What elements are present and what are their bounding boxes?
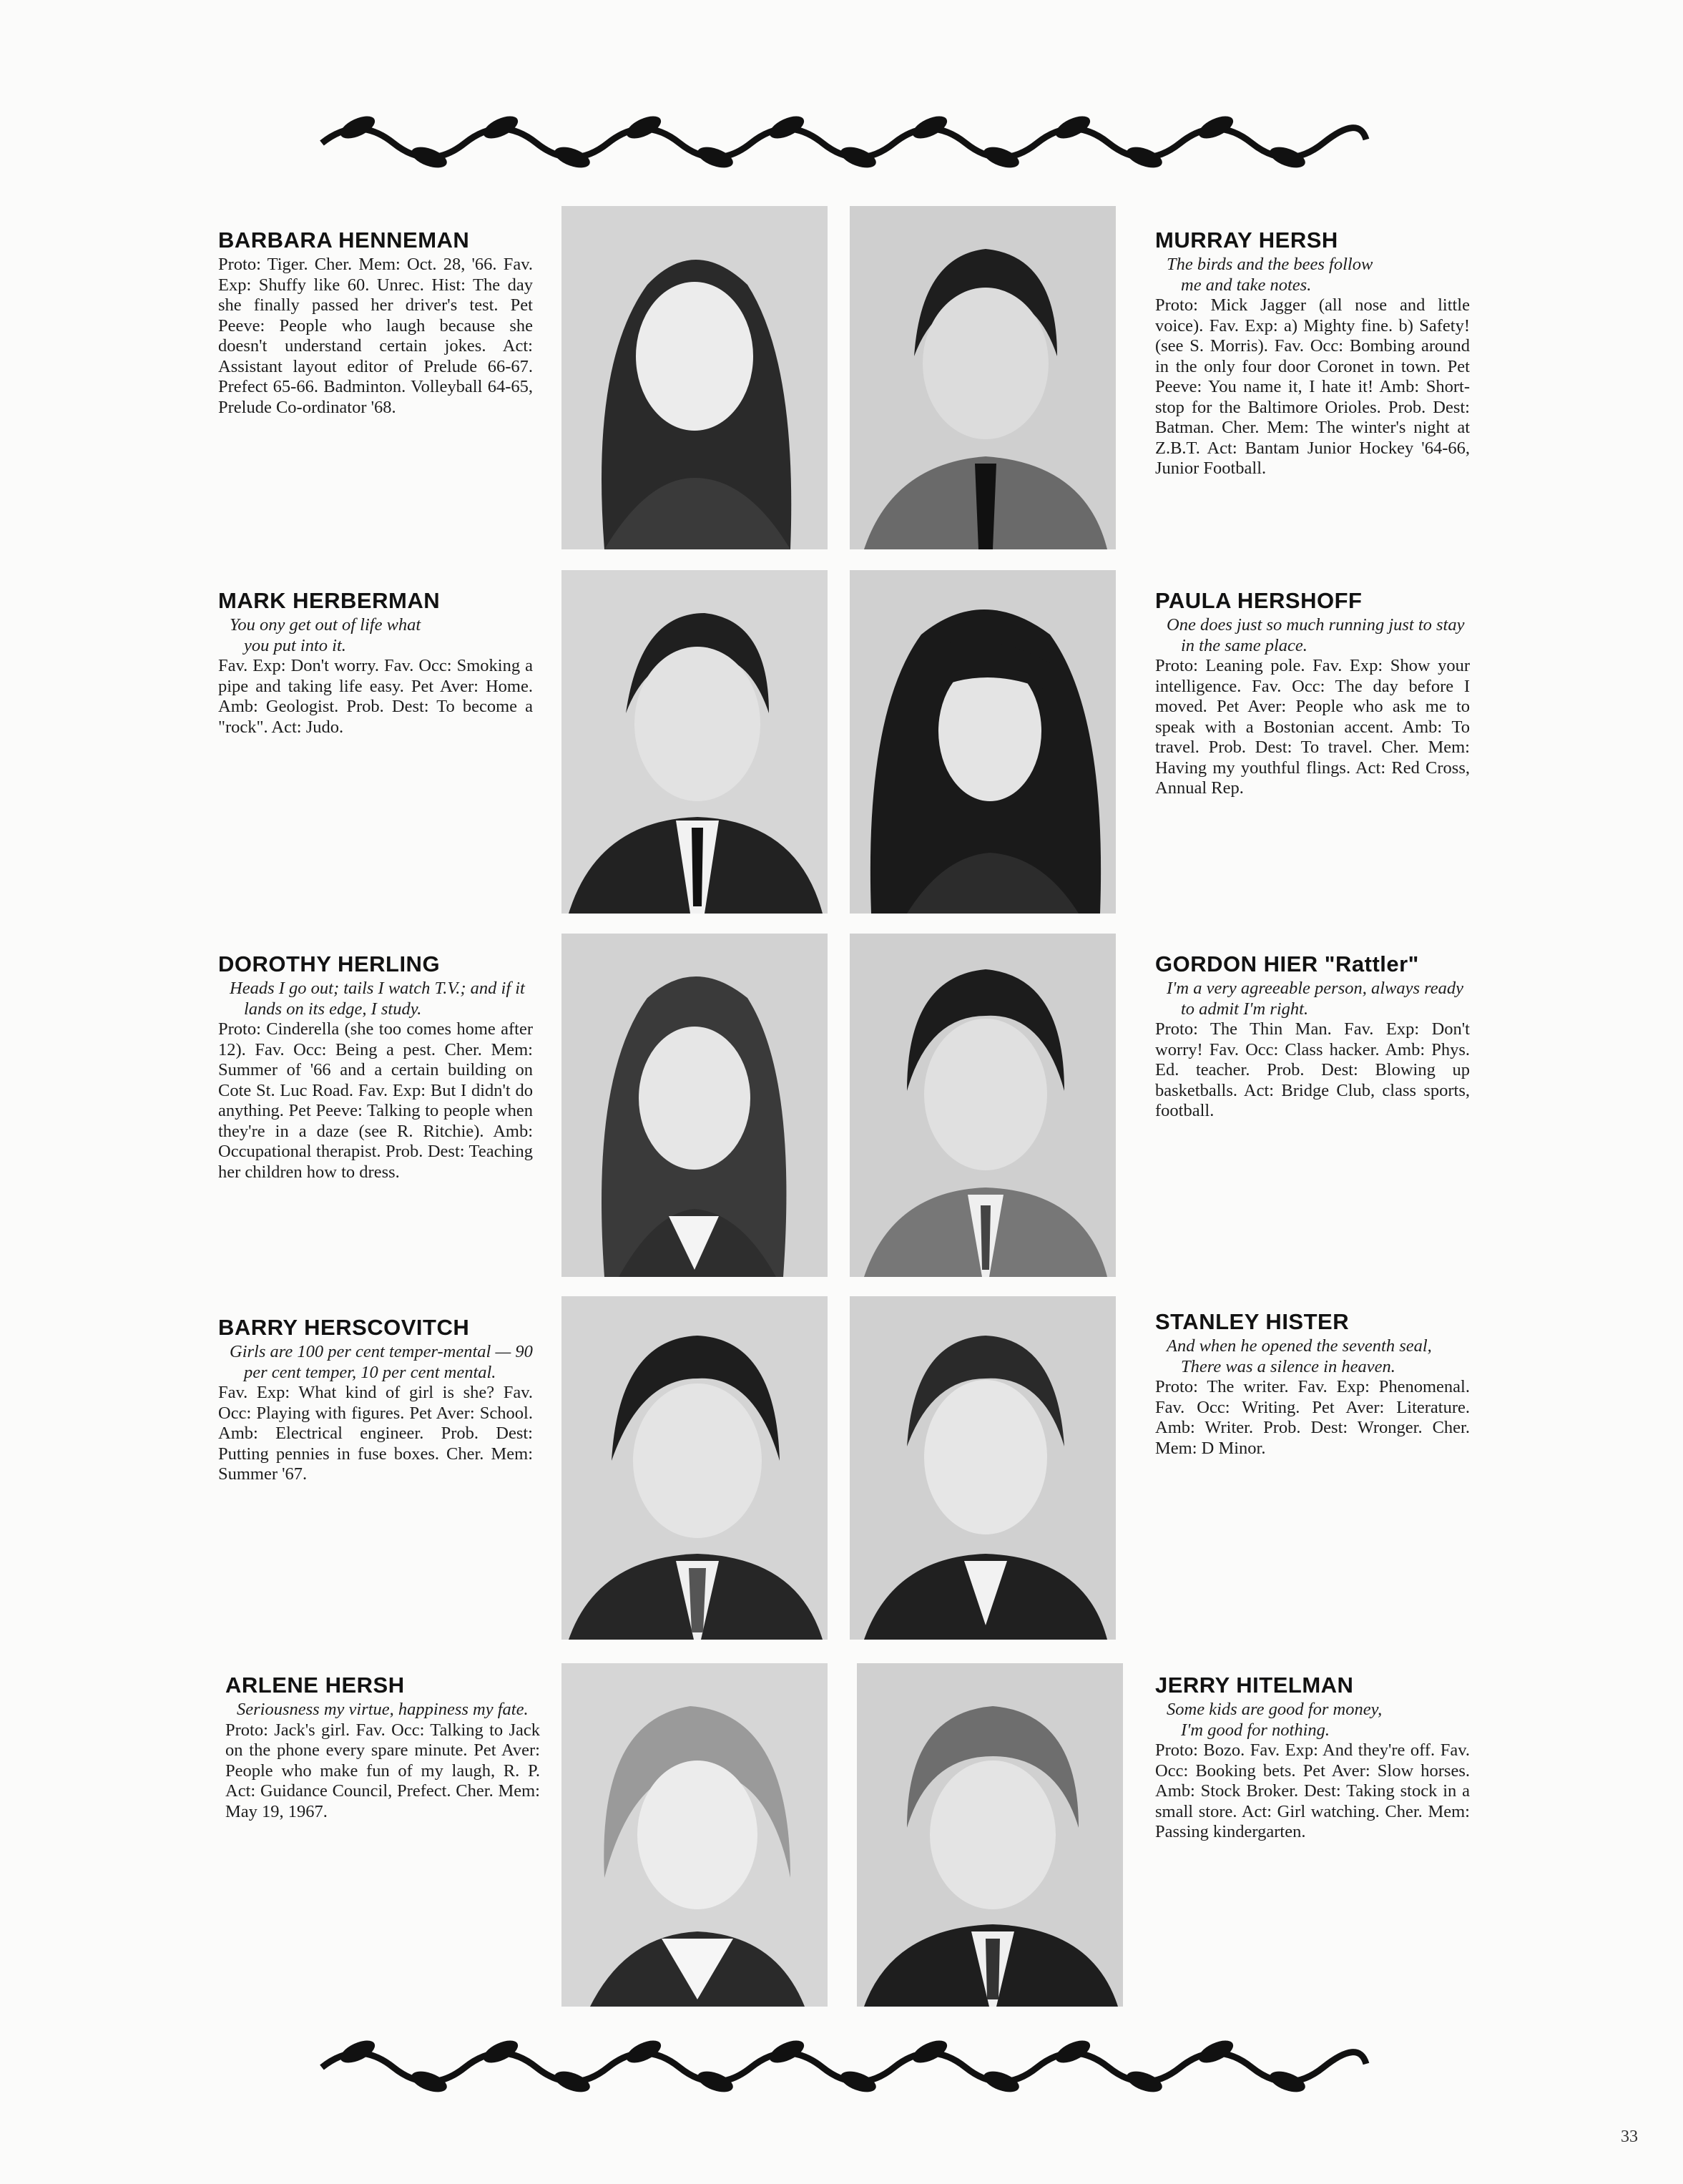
portrait-photo-paula-hershoff: [850, 570, 1116, 914]
portrait-photo-arlene-hersh: [561, 1663, 828, 2007]
portrait-photo-stanley-hister: [850, 1296, 1116, 1640]
vine-border-bottom: [315, 2024, 1373, 2103]
portrait-photo-mark-herberman: [561, 570, 828, 914]
student-name: MARK HERBERMAN: [218, 588, 441, 613]
student-name: GORDON HIER "Rattler": [1155, 951, 1419, 976]
portrait-photo-barbara-henneman: [561, 206, 828, 549]
student-name: BARBARA HENNEMAN: [218, 227, 470, 253]
student-name: STANLEY HISTER: [1155, 1309, 1350, 1334]
student-bio: Proto: Jack's girl. Fav. Occ: Talking to Jack on the phone every spare minute. Pet Aver: People who make fun of my laugh, R. P. Act: Guidance Council, Prefect. Cher. Mem: May 19, 1967.: [225, 1720, 540, 1821]
student-name: DOROTHY HERLING: [218, 951, 441, 976]
student-name: PAULA HERSHOFF: [1155, 588, 1363, 613]
student-quote: And when he opened the seventh seal, There was a silence in heaven.: [1167, 1336, 1432, 1376]
student-name: MURRAY HERSH: [1155, 227, 1338, 253]
entry-mark-herberman: [218, 588, 533, 738]
entry-paula-hershoff: [1155, 588, 1470, 799]
vine-border-top: [315, 100, 1373, 179]
portrait-photo-murray-hersh: [850, 206, 1116, 549]
student-bio: Proto: Tiger. Cher. Mem: Oct. 28, '66. Fav. Exp: Shuffy like 60. Unrec. Hist: The day she finally passed her driver's test. Pet Peeve: People who laugh because she doesn't understand certain jokes. Act: Assistant layout editor of Prelude 66-67. Prefect 65-66. Badminton. Volleyball 64-65, Prelude Co-ordinator '68.: [218, 255, 533, 417]
student-quote: Some kids are good for money, I'm good for nothing.: [1167, 1700, 1383, 1740]
student-quote: You ony get out of life what you put into it.: [230, 615, 421, 655]
student-bio: Fav. Exp: Don't worry. Fav. Occ: Smoking a pipe and taking life easy. Pet Aver: Home. Amb: Geologist. Prob. Dest: To become a "rock". Act: Judo.: [218, 656, 533, 737]
student-bio: Fav. Exp: What kind of girl is she? Fav. Occ: Playing with figures. Pet Aver: School. Amb: Electrical engineer. Prob. Dest: Putting pennies in fuse boxes. Cher. Mem: Summer '67.: [218, 1383, 533, 1484]
entry-barbara-henneman: [218, 227, 533, 418]
student-bio: Proto: The Thin Man. Fav. Exp: Don't worry! Fav. Occ: Class hacker. Amb: Phys. Ed. teacher. Prob. Dest: Blowing up basketballs. Act: Bridge Club, class sports, football.: [1155, 1019, 1470, 1120]
student-quote: Seriousness my virtue, happiness my fate.: [237, 1700, 529, 1719]
student-quote: The birds and the bees follow me and take notes.: [1167, 255, 1373, 295]
student-name: BARRY HERSCOVITCH: [218, 1315, 470, 1340]
portrait-photo-barry-herscovitch: [561, 1296, 828, 1640]
page-number: 33: [1621, 2127, 1638, 2146]
student-bio: Proto: Cinderella (she too comes home after 12). Fav. Occ: Being a pest. Cher. Mem: Summer of '66 and a certain building on Cote St. Luc Road. Fav. Exp: But I didn't do anything. Pet Peeve: Talking to people when they're in a daze (see R. Ritchie). Amb: Occupational therapist. Prob. Dest: Teaching her children how to dress.: [218, 1019, 533, 1182]
student-quote: Heads I go out; tails I watch T.V.; and if it lands on its edge, I study.: [230, 979, 525, 1019]
entry-murray-hersh: [1155, 227, 1470, 479]
student-quote: I'm a very agreeable person, always ready to admit I'm right.: [1167, 979, 1464, 1019]
entry-gordon-hier: [1155, 951, 1470, 1122]
entry-dorothy-herling: [218, 951, 533, 1182]
entry-arlene-hersh: [225, 1673, 540, 1822]
student-bio: Proto: Bozo. Fav. Exp: And they're off. Fav. Occ: Booking bets. Pet Aver: Slow horses. Amb: Stock Broker. Dest: Taking stock in a small store. Act: Girl watching. Cher. Mem: Passing kindergarten.: [1155, 1740, 1470, 1841]
portrait-photo-jerry-hitelman: [857, 1663, 1123, 2007]
student-name: JERRY HITELMAN: [1155, 1673, 1354, 1698]
student-quote: One does just so much running just to stay in the same place.: [1167, 615, 1465, 655]
student-name: ARLENE HERSH: [225, 1673, 405, 1698]
entry-stanley-hister: [1155, 1309, 1470, 1459]
student-bio: Proto: Mick Jagger (all nose and little voice). Fav. Exp: a) Mighty fine. b) Safety! (see S. Morris). Fav. Occ: Bombing around in the only four door Coronet in town. Pet Peeve: You name it, I hate it! Amb: Short-stop for the Baltimore Orioles. Prob. Dest: Batman. Cher. Mem: The winter's night at Z.B.T. Act: Bantam Junior Hockey '64-66, Junior Football.: [1155, 295, 1470, 478]
portrait-photo-gordon-hier: [850, 934, 1116, 1277]
student-bio: Proto: Leaning pole. Fav. Exp: Show your intelligence. Fav. Occ: The day before I moved. Pet Aver: People who ask me to speak with a Bostonian accent. Amb: To travel. Prob. Dest: To travel. Cher. Mem: Having my youthful flings. Act: Red Cross, Annual Rep.: [1155, 656, 1470, 798]
student-quote: Girls are 100 per cent temper-mental — 90 per cent temper, 10 per cent mental.: [230, 1342, 533, 1382]
entry-barry-herscovitch: [218, 1315, 533, 1485]
portrait-photo-dorothy-herling: [561, 934, 828, 1277]
student-bio: Proto: The writer. Fav. Exp: Phenomenal. Fav. Occ: Writing. Pet Aver: Literature. Amb: Writer. Prob. Dest: Wronger. Cher. Mem: D Minor.: [1155, 1377, 1470, 1458]
entry-jerry-hitelman: [1155, 1673, 1470, 1843]
